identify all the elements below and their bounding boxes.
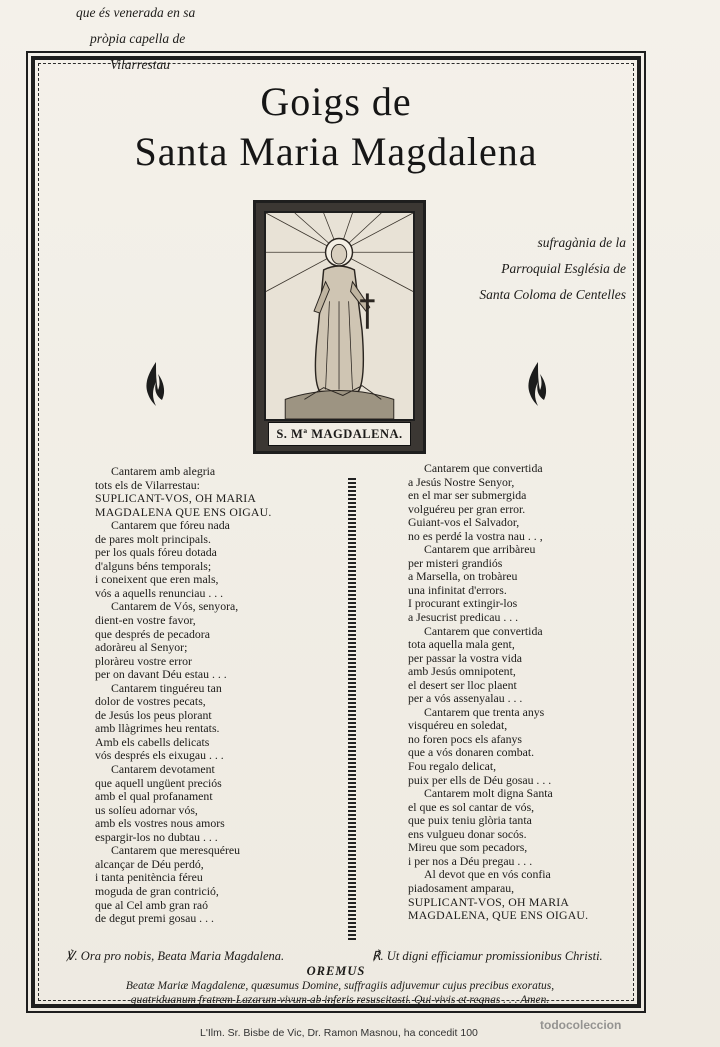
verse-line: a Marsella, on trobàreu — [408, 569, 518, 584]
versicle: ℣. Ora pro nobis, Beata Maria Magdalena. — [66, 949, 285, 963]
prayer-line: quatriduanum fratrem Lazarum vivum ab inferis resuscitasti. Qui vivis et regnas . . . Amen. — [130, 994, 550, 1006]
verse-line: us solíeu adornar vós, — [95, 802, 198, 817]
verse-line: a Jesús Nostre Senyor, — [408, 474, 515, 489]
verse-line: Cantarem de Vós, senyora, — [111, 599, 239, 614]
verse-line: el que es sol cantar de vós, — [408, 799, 535, 814]
indulgence-note: L'Ilm. Sr. Bisbe de Vic, Dr. Ramon Masnou, ha concedit 100 — [200, 1027, 478, 1039]
verse-line: dolor de vostres pecats, — [95, 694, 206, 709]
verse-line: que aquell ungüent preciós — [95, 775, 222, 790]
verse-line: a Jesucrist predicau . . . — [408, 610, 519, 625]
watermark: todocoleccion — [540, 1018, 622, 1032]
flame-ornament-icon — [142, 360, 168, 408]
verse-line: en el mar ser submergida — [408, 488, 527, 503]
verse-line: amb els vostres nous amors — [95, 816, 225, 831]
verse-line: Cantarem que meresquéreu — [111, 843, 241, 858]
verse-line: i tanta penitència féreu — [95, 870, 203, 885]
verse-line: el desert ser lloc plaent — [408, 677, 517, 692]
engraving-picture — [264, 211, 415, 421]
title-line-2: Santa Maria Magdalena — [134, 129, 538, 174]
verse-line: tota aquella mala gent, — [408, 637, 515, 652]
verse-line: alcançar de Déu perdó, — [95, 856, 204, 871]
intro-right-line: Parroquial Església de — [501, 261, 626, 276]
verse-line: que puix teniu glòria tanta — [408, 813, 532, 828]
verse-line: Cantarem molt digna Santa — [424, 786, 553, 801]
verse-line: per on davant Déu estau . . . — [95, 667, 227, 682]
verse-line: SUPLICANT-VOS, OH MARIA — [95, 491, 257, 506]
verse-line: que al Cel amb gran raó — [95, 897, 209, 912]
closing-prayer — [50, 979, 630, 1007]
verse-line: de degut premi gosau . . . — [95, 911, 214, 926]
verse-line: visquéreu en soledat, — [408, 718, 508, 733]
intro-left — [76, 0, 246, 78]
flame-ornament-icon — [524, 360, 550, 408]
intro-left-line: Vilarrestau — [110, 57, 170, 72]
verse-line: i coneixent que eren mals, — [95, 572, 219, 587]
verse-line: puix per ells de Déu gosau . . . — [408, 772, 552, 787]
verses-left-column — [95, 465, 345, 926]
verse-line: amb llàgrimes heu rentats. — [95, 721, 220, 736]
verse-line: amb el qual profanament — [95, 789, 213, 804]
verse-line: espargir-los no dubtau . . . — [95, 829, 218, 844]
verse-line: Cantarem amb alegria — [111, 464, 216, 478]
verse-line: Cantarem devotament — [111, 762, 215, 777]
intro-right-line: Santa Coloma de Centelles — [479, 287, 626, 302]
verse-line: que després de pecadora — [95, 626, 210, 641]
verse-line: Cantarem tinguéreu tan — [111, 680, 222, 695]
verse-line: Guiant-vos el Salvador, — [408, 515, 520, 530]
verse-line: no es perdé la vostra nau . . , — [408, 528, 543, 543]
verse-line: piadosament amparau, — [408, 880, 515, 895]
verse-line: de pares molt principals. — [95, 531, 211, 546]
verses-right-column — [408, 462, 638, 923]
intro-left-line: que és venerada en sa — [76, 5, 196, 20]
verse-line: SUPLICANT-VOS, OH MARIA — [408, 894, 570, 909]
verse-line: Mireu que som pecadors, — [408, 840, 528, 855]
engraving-caption: S. Mª MAGDALENA. — [268, 422, 411, 446]
verse-line: i per nos a Déu pregau . . . — [408, 853, 533, 868]
intro-left-line: pròpia capella de — [90, 31, 186, 46]
verse-line: que a vós donaren combat. — [408, 745, 535, 760]
verse-line: per los quals fóreu dotada — [95, 545, 217, 560]
saint-figure-icon — [266, 213, 413, 419]
verse-line: ens vulgueu donar socós. — [408, 826, 527, 841]
verse-line: volguéreu per gran error. — [408, 501, 526, 516]
verse-line: de Jesús los peus plorant — [95, 707, 212, 722]
verse-line: amb Jesús omnipotent, — [408, 664, 516, 679]
verse-line: una infinitat d'errors. — [408, 582, 507, 597]
verse-line: Cantarem que fóreu nada — [111, 518, 230, 533]
title-line-1: Goigs de — [260, 79, 412, 124]
verse-line: vós després els eixugau . . . — [95, 748, 224, 763]
verse-line: dient-en vostre favor, — [95, 613, 196, 628]
verse-line: ploràreu vostre error — [95, 653, 192, 668]
verse-line: per a vós assenyalau . . . — [408, 691, 523, 706]
verse-line: tots els de Vilarrestau: — [95, 477, 200, 492]
prayer-line: Beatæ Mariæ Magdalenæ, quæsumus Domine, suffragiis adjuvemur cujus precibus exoratus, — [125, 980, 555, 992]
intro-right-line: sufragània de la — [537, 235, 626, 250]
verse-line: Fou regalo delicat, — [408, 759, 497, 774]
verse-line: Cantarem que convertida — [424, 623, 543, 638]
intro-right — [436, 230, 626, 308]
oremus-heading: OREMUS — [306, 964, 366, 978]
verse-line: d'alguns béns temporals; — [95, 558, 212, 573]
verse-line: vós a aquells renunciau . . . — [95, 585, 224, 600]
response: ℟. Ut digni efficiamur promissionibus Christi. — [372, 949, 603, 963]
verse-line: Cantarem que trenta anys — [424, 704, 545, 719]
saint-engraving — [253, 200, 426, 454]
verse-line: per misteri grandiós — [408, 555, 503, 570]
verse-line: per passar la vostra vida — [408, 650, 522, 665]
column-divider — [348, 478, 356, 940]
verse-line: Al devot que en vós confia — [424, 867, 551, 882]
verse-line: Cantarem que convertida — [424, 461, 543, 475]
verse-line: adoràreu al Senyor; — [95, 640, 188, 655]
verse-line: no foren pocs els afanys — [408, 731, 523, 746]
verse-line: moguda de gran contrició, — [95, 883, 219, 898]
verse-line: I procurant extingir-los — [408, 596, 518, 611]
verse-line: MAGDALENA QUE ENS OIGAU. — [95, 504, 272, 519]
verse-line: MAGDALENA, QUE ENS OIGAU. — [408, 908, 589, 923]
verse-line: Amb els cabells delicats — [95, 734, 210, 749]
verse-line: Cantarem que arribàreu — [424, 542, 536, 557]
